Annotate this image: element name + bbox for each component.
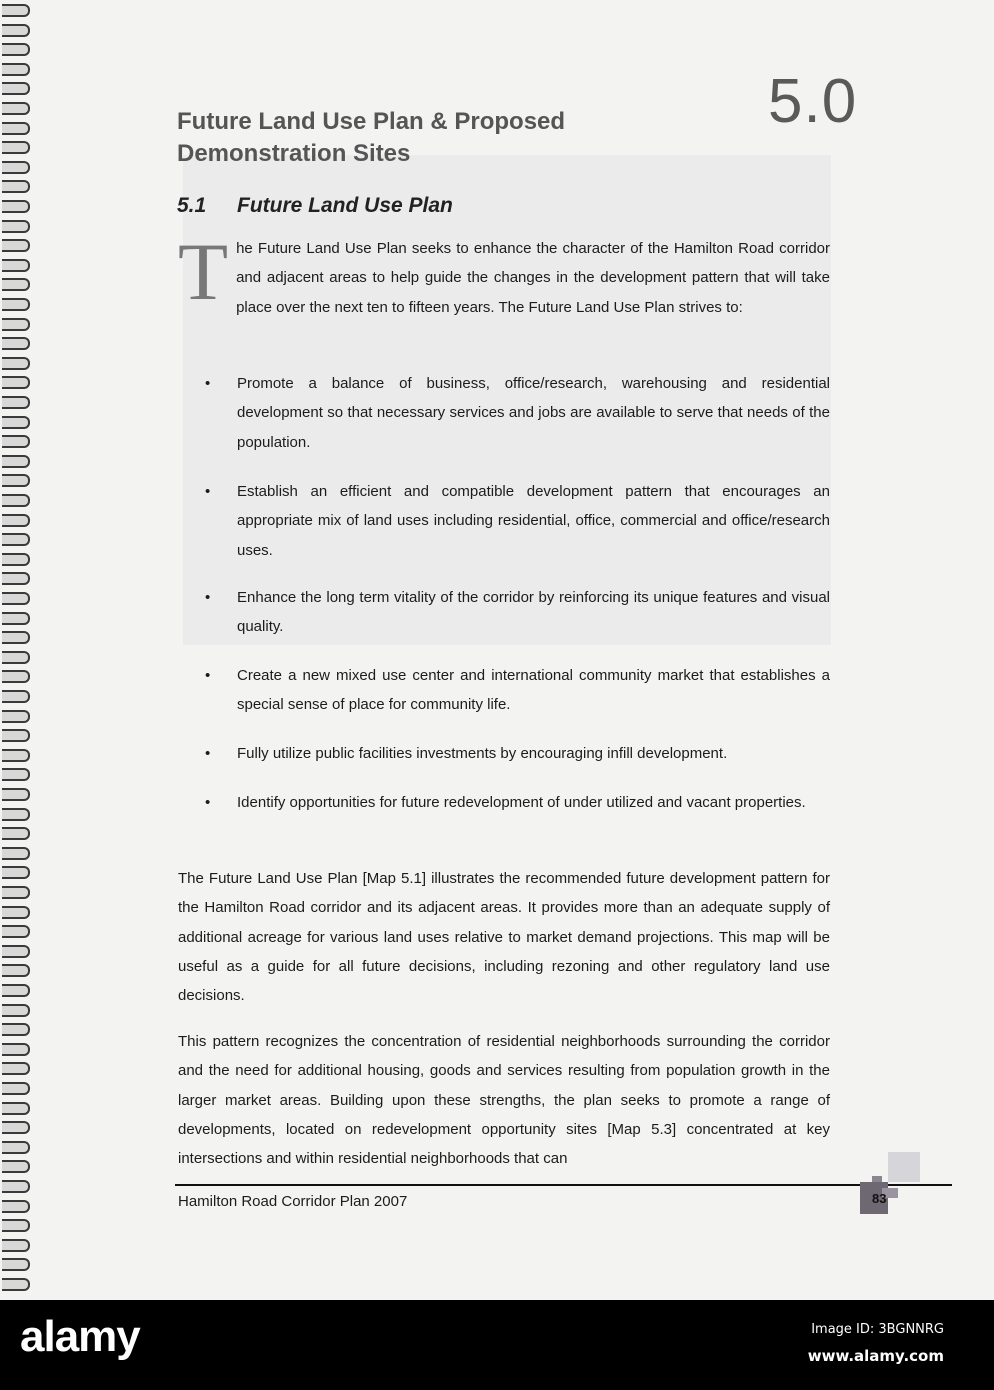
binding-coil — [2, 1102, 30, 1115]
alamy-logo: alamy — [20, 1312, 140, 1361]
bullet-item: • Fully utilize public facilities investments by encouraging infill development. — [205, 739, 830, 768]
binding-coil — [2, 161, 30, 174]
bullet-item: • Create a new mixed use center and international community market that establishes a special sense of place for community life. — [205, 661, 830, 720]
binding-coil — [2, 220, 30, 233]
spiral-binding — [0, 0, 34, 1300]
binding-coil — [2, 1239, 30, 1252]
binding-coil — [2, 1082, 30, 1095]
binding-coil — [2, 612, 30, 625]
binding-coil — [2, 1278, 30, 1291]
page-number-logo-icon — [858, 1152, 924, 1214]
binding-coil — [2, 729, 30, 742]
binding-coil — [2, 376, 30, 389]
binding-coil — [2, 1043, 30, 1056]
binding-coil — [2, 886, 30, 899]
watermark-site: www.alamy.com — [807, 1347, 944, 1365]
binding-coil — [2, 925, 30, 938]
binding-coil — [2, 180, 30, 193]
bullet-item: • Enhance the long term vitality of the corridor by reinforcing its unique features and visual quality. — [205, 583, 830, 642]
binding-coil — [2, 200, 30, 213]
bullet-text: Identify opportunities for future redevelopment of under utilized and vacant properties. — [237, 794, 806, 811]
binding-coil — [2, 788, 30, 801]
binding-coil — [2, 337, 30, 350]
binding-coil — [2, 651, 30, 664]
binding-coil — [2, 102, 30, 115]
body-paragraph: The Future Land Use Plan [Map 5.1] illustrates the recommended future development pattern for the Hamilton Road corridor and its adjacent areas. It provides more than an adequate supply of additional acreage for various land uses relative to market demand projections. This map will be useful as a guide for all future decisions, including rezoning and other regulatory land use decisions. — [178, 870, 830, 1005]
bullet-item: • Promote a balance of business, office/research, warehousing and residential development so that necessary services and jobs are available to serve that needs of the population. — [205, 369, 830, 457]
binding-coil — [2, 1141, 30, 1154]
binding-coil — [2, 572, 30, 585]
binding-coil — [2, 455, 30, 468]
binding-coil — [2, 4, 30, 17]
image-id: Image ID: 3BGNNRG — [811, 1322, 944, 1337]
section-title: Future Land Use Plan — [237, 194, 453, 217]
binding-coil — [2, 1258, 30, 1271]
binding-coil — [2, 827, 30, 840]
watermark-bar — [0, 1300, 994, 1390]
binding-coil — [2, 945, 30, 958]
binding-coil — [2, 357, 30, 370]
binding-coil — [2, 906, 30, 919]
binding-coil — [2, 494, 30, 507]
binding-coil — [2, 847, 30, 860]
binding-coil — [2, 1200, 30, 1213]
binding-coil — [2, 24, 30, 37]
chapter-title — [177, 106, 565, 170]
binding-coil — [2, 1121, 30, 1134]
bullet-text: Establish an efficient and compatible development pattern that encourages an appropriate mix of land uses including residential, office, commercial and office/research uses. — [237, 483, 830, 559]
binding-coil — [2, 1062, 30, 1075]
bullet-text: Create a new mixed use center and international community market that establishes a special sense of place for community life. — [237, 667, 830, 714]
chapter-number: 5.0 — [768, 67, 858, 136]
binding-coil — [2, 259, 30, 272]
body-paragraph: This pattern recognizes the concentration of residential neighborhoods surrounding the corridor and the need for additional housing, goods and services resulting from population growth in the larger market areas. Building upon these strengths, the plan seeks to promote a range of developments, located on redevelopment opportunity sites [Map 5.3] concentrated at key intersections and within residential neighborhoods that can — [178, 1033, 830, 1168]
section-number: 5.1 — [177, 194, 207, 217]
intro-text: he Future Land Use Plan seeks to enhance the character of the Hamilton Road corridor and adjacent areas to help guide the changes in the development pattern that will take place over the next ten to fifteen years. The Future Land Use Plan strives to: — [236, 240, 830, 316]
binding-coil — [2, 710, 30, 723]
binding-coil — [2, 122, 30, 135]
binding-coil — [2, 63, 30, 76]
bullet-text: Promote a balance of business, office/research, warehousing and residential development so that necessary services and jobs are available to serve that needs of the population. — [237, 375, 830, 451]
binding-coil — [2, 749, 30, 762]
binding-coil — [2, 553, 30, 566]
binding-coil — [2, 1160, 30, 1173]
binding-coil — [2, 768, 30, 781]
binding-coil — [2, 239, 30, 252]
footer-document-title: Hamilton Road Corridor Plan 2007 — [178, 1193, 408, 1210]
binding-coil — [2, 514, 30, 527]
binding-coil — [2, 592, 30, 605]
binding-coil — [2, 670, 30, 683]
binding-coil — [2, 43, 30, 56]
binding-coil — [2, 82, 30, 95]
binding-coil — [2, 690, 30, 703]
binding-coil — [2, 474, 30, 487]
binding-coil — [2, 396, 30, 409]
bullet-text: Fully utilize public facilities investments by encouraging infill development. — [237, 745, 728, 762]
binding-coil — [2, 1180, 30, 1193]
binding-coil — [2, 866, 30, 879]
section-heading — [177, 194, 453, 218]
chapter-title-line1: Future Land Use Plan & Proposed — [177, 108, 566, 135]
binding-coil — [2, 984, 30, 997]
binding-coil — [2, 278, 30, 291]
binding-coil — [2, 1219, 30, 1232]
chapter-title-line2: Demonstration Sites — [177, 140, 411, 167]
binding-coil — [2, 1023, 30, 1036]
binding-coil — [2, 298, 30, 311]
drop-cap: T — [178, 226, 229, 317]
binding-coil — [2, 318, 30, 331]
binding-coil — [2, 808, 30, 821]
footer-rule — [175, 1184, 952, 1186]
binding-coil — [2, 416, 30, 429]
binding-coil — [2, 964, 30, 977]
binding-coil — [2, 631, 30, 644]
binding-coil — [2, 141, 30, 154]
bullet-text: Enhance the long term vitality of the corridor by reinforcing its unique features and visual quality. — [237, 589, 830, 636]
binding-coil — [2, 435, 30, 448]
binding-coil — [2, 533, 30, 546]
page-number: 83 — [872, 1191, 887, 1206]
bullet-item: • Establish an efficient and compatible development pattern that encourages an appropriate mix of land uses including residential, office, commercial and office/research uses. — [205, 477, 830, 565]
bullet-item: • Identify opportunities for future redevelopment of under utilized and vacant properties. — [205, 788, 830, 817]
binding-coil — [2, 1004, 30, 1017]
intro-paragraph — [178, 226, 830, 322]
